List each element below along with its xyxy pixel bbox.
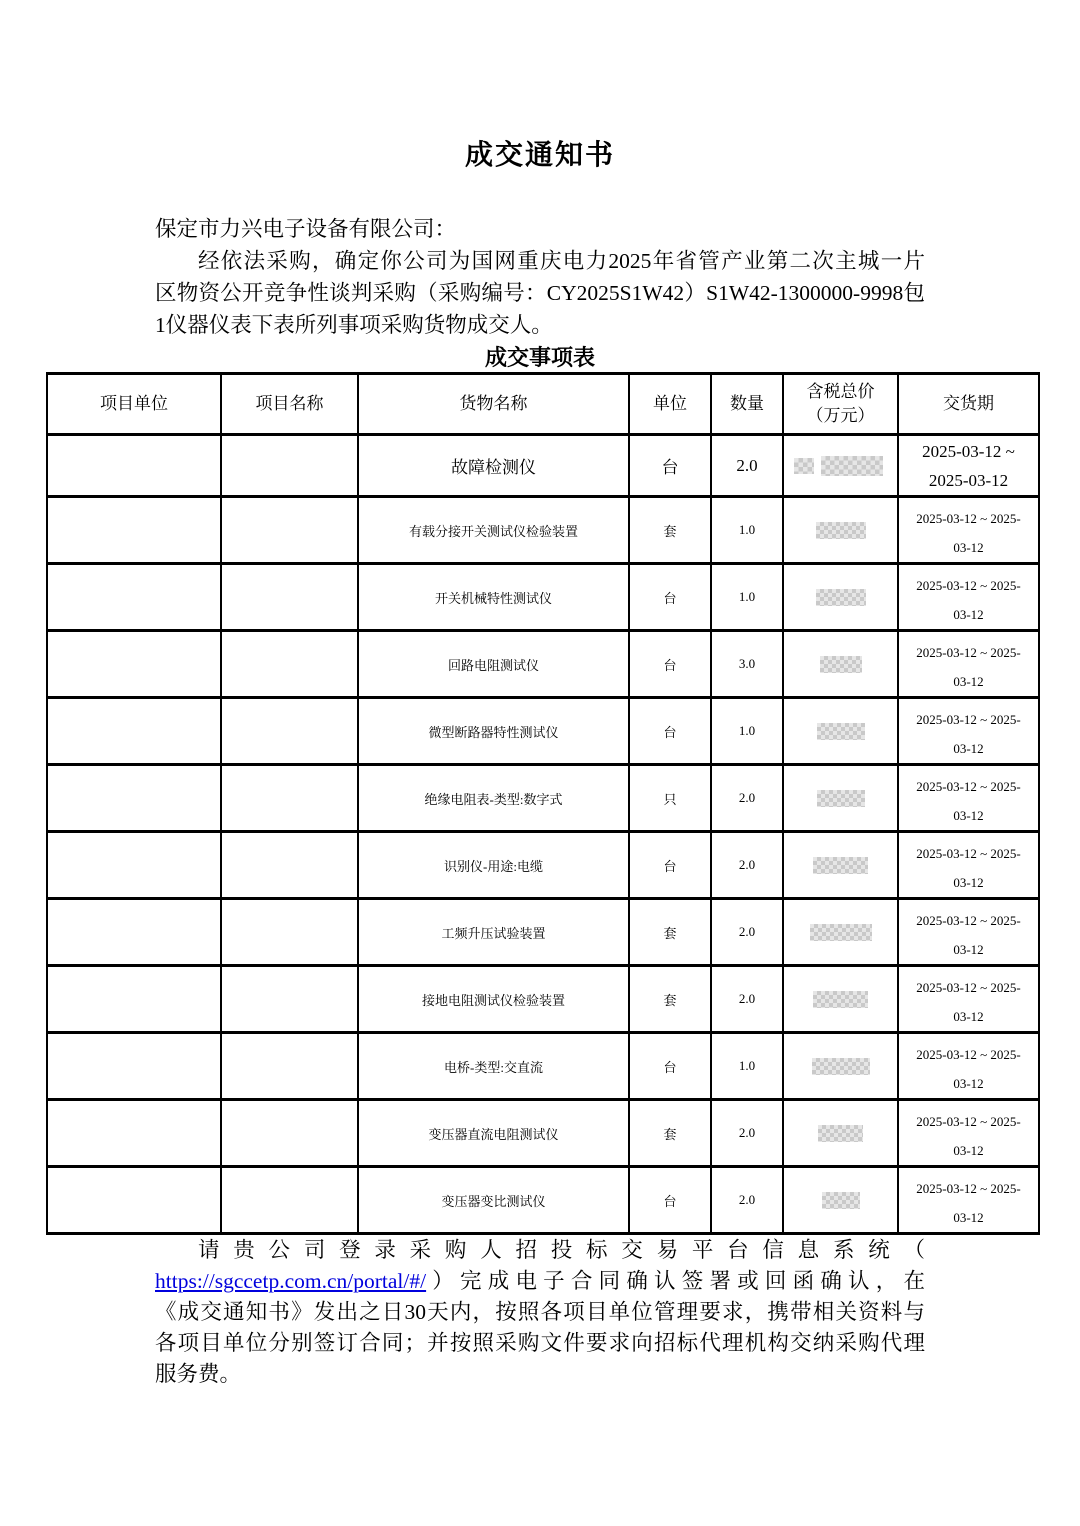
document-title: 成交通知书 xyxy=(464,140,615,171)
delivery-line-2: 03-12 xyxy=(953,808,984,823)
cell-delivery xyxy=(898,966,1039,1033)
delivery-line-2: 03-12 xyxy=(953,741,984,756)
cell-delivery xyxy=(898,832,1039,899)
cell-price-redacted xyxy=(783,899,898,966)
delivery-line-1: 2025-03-12 ~ 2025- xyxy=(916,1047,1021,1062)
intro-line-1: 经依法采购，确定你公司为国网重庆电力2025年省管产业第二次主城一片 xyxy=(198,249,925,273)
redacted-price-mosaic xyxy=(820,656,862,673)
delivery-line-1: 2025-03-12 ~ 2025- xyxy=(916,846,1021,861)
cell-project-unit xyxy=(47,832,221,899)
table-row xyxy=(47,564,1039,631)
table-row xyxy=(47,497,1039,564)
delivery-line-1: 2025-03-12 ~ 2025- xyxy=(916,712,1021,727)
delivery-line-2: 03-12 xyxy=(953,1076,984,1091)
footer-block xyxy=(155,1235,925,1390)
portal-link[interactable]: https://sgccetp.com.cn/portal/#/ xyxy=(155,1269,427,1293)
footer-line-3: 《成交通知书》发出之日30天内，按照各项目单位管理要求，携带相关资料与 xyxy=(155,1300,925,1324)
cell-quantity: 1.0 xyxy=(711,698,783,765)
cell-goods-name: 变压器直流电阻测试仪 xyxy=(358,1100,629,1167)
redacted-price-mosaic xyxy=(817,723,865,740)
intro-block xyxy=(155,213,925,341)
header-price-line2: （万元） xyxy=(806,406,875,425)
delivery-line-1: 2025-03-12 ~ 2025- xyxy=(916,511,1021,526)
footer-line-1: 请贵公司登录采购人招投标交易平台信息系统（ xyxy=(198,1238,925,1262)
cell-delivery xyxy=(898,765,1039,832)
redacted-price-mosaic xyxy=(813,857,868,874)
header-unit: 单位 xyxy=(629,374,711,435)
delivery-line-1: 2025-03-12 ~ 2025- xyxy=(916,913,1021,928)
delivery-line-2: 2025-03-12 xyxy=(928,470,1009,490)
cell-goods-name: 故障检测仪 xyxy=(358,435,629,497)
footer-line-2 xyxy=(155,1266,925,1297)
redacted-price-mosaic xyxy=(812,1058,870,1075)
cell-quantity: 2.0 xyxy=(711,966,783,1033)
redacted-price-mosaic xyxy=(813,991,868,1008)
footer-line-4: 各项目单位分别签订合同；并按照采购文件要求向招标代理机构交纳采购代理 xyxy=(155,1331,925,1355)
cell-goods-name: 绝缘电阻表-类型:数字式 xyxy=(358,765,629,832)
cell-unit: 套 xyxy=(629,497,711,564)
delivery-line-2: 03-12 xyxy=(953,1009,984,1024)
cell-project-name xyxy=(221,899,358,966)
cell-project-unit xyxy=(47,1167,221,1234)
cell-project-name xyxy=(221,1033,358,1100)
header-goods-name: 货物名称 xyxy=(358,374,629,435)
cell-goods-name: 工频升压试验装置 xyxy=(358,899,629,966)
cell-unit: 台 xyxy=(629,1167,711,1234)
cell-quantity: 1.0 xyxy=(711,1033,783,1100)
table-row xyxy=(47,1033,1039,1100)
cell-delivery xyxy=(898,899,1039,966)
cell-project-unit xyxy=(47,435,221,497)
cell-goods-name: 回路电阻测试仪 xyxy=(358,631,629,698)
cell-project-name xyxy=(221,832,358,899)
cell-price-redacted xyxy=(783,631,898,698)
cell-price-redacted xyxy=(783,1167,898,1234)
header-price-line1: 含税总价 xyxy=(806,382,875,401)
intro-line-3: 1仪器仪表下表所列事项采购货物成交人。 xyxy=(155,313,553,337)
cell-goods-name: 识别仪-用途:电缆 xyxy=(358,832,629,899)
delivery-line-1: 2025-03-12 ~ xyxy=(922,441,1015,461)
redacted-price-mosaic xyxy=(816,522,866,539)
cell-project-unit xyxy=(47,1100,221,1167)
cell-unit: 台 xyxy=(629,1033,711,1100)
table-row xyxy=(47,631,1039,698)
cell-price-redacted xyxy=(783,832,898,899)
table-row xyxy=(47,765,1039,832)
cell-price-redacted xyxy=(783,698,898,765)
header-project-name: 项目名称 xyxy=(221,374,358,435)
cell-project-unit xyxy=(47,631,221,698)
redacted-price-mosaic xyxy=(818,1125,863,1142)
delivery-line-2: 03-12 xyxy=(953,540,984,555)
cell-delivery xyxy=(898,497,1039,564)
delivery-line-1: 2025-03-12 ~ 2025- xyxy=(916,645,1021,660)
cell-goods-name: 微型断路器特性测试仪 xyxy=(358,698,629,765)
table-header-row xyxy=(47,374,1039,435)
delivery-line-1: 2025-03-12 ~ 2025- xyxy=(916,1181,1021,1196)
cell-unit: 只 xyxy=(629,765,711,832)
cell-quantity: 2.0 xyxy=(711,832,783,899)
delivery-line-2: 03-12 xyxy=(953,674,984,689)
delivery-line-2: 03-12 xyxy=(953,1210,984,1225)
cell-project-unit xyxy=(47,899,221,966)
cell-quantity: 2.0 xyxy=(711,1167,783,1234)
cell-goods-name: 电桥-类型:交直流 xyxy=(358,1033,629,1100)
table-row xyxy=(47,698,1039,765)
cell-unit: 台 xyxy=(629,631,711,698)
table-row xyxy=(47,435,1039,497)
footer-line-2-text: ）完成电子合同确认签署或回函确认，在 xyxy=(426,1269,925,1293)
cell-project-unit xyxy=(47,765,221,832)
cell-delivery xyxy=(898,1167,1039,1234)
table-row xyxy=(47,966,1039,1033)
intro-line-2: 区物资公开竞争性谈判采购（采购编号：CY2025S1W42）S1W42-1300000-9998包 xyxy=(155,281,925,305)
cell-delivery xyxy=(898,631,1039,698)
cell-project-unit xyxy=(47,966,221,1033)
cell-project-name xyxy=(221,1100,358,1167)
delivery-line-1: 2025-03-12 ~ 2025- xyxy=(916,779,1021,794)
cell-unit: 台 xyxy=(629,564,711,631)
cell-quantity: 3.0 xyxy=(711,631,783,698)
cell-price-redacted xyxy=(783,435,898,497)
cell-project-unit xyxy=(47,698,221,765)
cell-unit: 台 xyxy=(629,435,711,497)
cell-project-unit xyxy=(47,1033,221,1100)
delivery-line-2: 03-12 xyxy=(953,1143,984,1158)
footer-line-5: 服务费。 xyxy=(155,1362,242,1386)
cell-project-name xyxy=(221,966,358,1033)
cell-project-name xyxy=(221,1167,358,1234)
cell-delivery xyxy=(898,1033,1039,1100)
delivery-line-2: 03-12 xyxy=(953,875,984,890)
cell-quantity: 2.0 xyxy=(711,899,783,966)
cell-goods-name: 变压器变比测试仪 xyxy=(358,1167,629,1234)
cell-quantity: 1.0 xyxy=(711,497,783,564)
redacted-price-mosaic xyxy=(816,589,866,606)
cell-unit: 套 xyxy=(629,1100,711,1167)
redacted-price-mosaic xyxy=(810,924,872,941)
cell-quantity: 2.0 xyxy=(711,1100,783,1167)
cell-price-redacted xyxy=(783,966,898,1033)
cell-unit: 台 xyxy=(629,698,711,765)
cell-project-unit xyxy=(47,564,221,631)
redacted-price-mosaic xyxy=(822,1192,860,1209)
cell-price-redacted xyxy=(783,1033,898,1100)
recipient-line: 保定市力兴电子设备有限公司： xyxy=(155,217,457,241)
cell-project-name xyxy=(221,435,358,497)
deal-items-table xyxy=(46,372,1040,1235)
header-quantity: 数量 xyxy=(711,374,783,435)
cell-delivery xyxy=(898,698,1039,765)
cell-unit: 套 xyxy=(629,899,711,966)
cell-delivery xyxy=(898,435,1039,497)
table-row xyxy=(47,1100,1039,1167)
redacted-price-mosaic xyxy=(794,458,814,474)
cell-project-unit xyxy=(47,497,221,564)
cell-delivery xyxy=(898,564,1039,631)
cell-project-name xyxy=(221,765,358,832)
header-project-unit: 项目单位 xyxy=(47,374,221,435)
delivery-line-2: 03-12 xyxy=(953,607,984,622)
redacted-price-mosaic xyxy=(821,456,883,476)
header-price xyxy=(783,374,898,435)
cell-unit: 台 xyxy=(629,832,711,899)
cell-goods-name: 有载分接开关测试仪检验装置 xyxy=(358,497,629,564)
delivery-line-2: 03-12 xyxy=(953,942,984,957)
cell-goods-name: 接地电阻测试仪检验装置 xyxy=(358,966,629,1033)
cell-project-name xyxy=(221,698,358,765)
table-row xyxy=(47,899,1039,966)
header-delivery: 交货期 xyxy=(898,374,1039,435)
cell-project-name xyxy=(221,564,358,631)
cell-project-name xyxy=(221,631,358,698)
cell-price-redacted xyxy=(783,765,898,832)
table-title: 成交事项表 xyxy=(484,345,595,370)
deal-table-body xyxy=(47,435,1039,1234)
cell-quantity: 2.0 xyxy=(711,435,783,497)
cell-project-name xyxy=(221,497,358,564)
table-row xyxy=(47,832,1039,899)
cell-unit: 套 xyxy=(629,966,711,1033)
delivery-line-1: 2025-03-12 ~ 2025- xyxy=(916,1114,1021,1129)
cell-delivery xyxy=(898,1100,1039,1167)
cell-quantity: 1.0 xyxy=(711,564,783,631)
redacted-price-mosaic xyxy=(817,790,865,807)
table-row xyxy=(47,1167,1039,1234)
cell-goods-name: 开关机械特性测试仪 xyxy=(358,564,629,631)
cell-price-redacted xyxy=(783,497,898,564)
cell-quantity: 2.0 xyxy=(711,765,783,832)
cell-price-redacted xyxy=(783,1100,898,1167)
cell-price-redacted xyxy=(783,564,898,631)
delivery-line-1: 2025-03-12 ~ 2025- xyxy=(916,578,1021,593)
delivery-line-1: 2025-03-12 ~ 2025- xyxy=(916,980,1021,995)
